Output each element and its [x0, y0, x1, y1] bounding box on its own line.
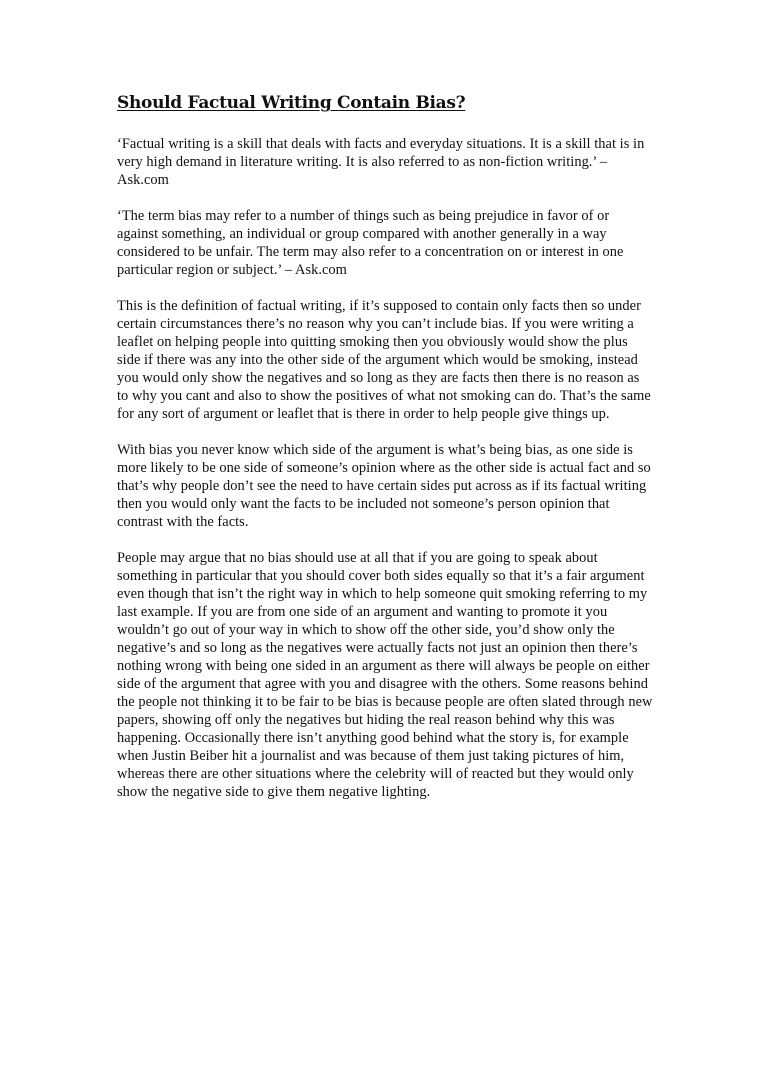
- document-body: [117, 91, 653, 819]
- paragraph-bias-sides: With bias you never know which side of the argument is what’s being bias, as one side is more likely to be one side of someone’s opinion where as the other side is actual fact and so that’s why people don’t see the need to have certain sides put across as if its factual writing then you would only want the facts to be included not someone’s person opinion that contrast with the facts.: [117, 442, 651, 530]
- paragraph-counter-argument: People may argue that no bias should use at all that if you are going to speak about something in particular that you should cover both sides equally so that it’s a fair argument even though that isn’t the right way in which to help someone quit smoking referring to my last example. If you are from one side of an argument and wanting to promote it you wouldn’t go out of your way in which to show off the other side, you’d show only the negative’s and so long as the negatives were actually facts not just an opinion then there’s nothing wrong with being one sided in an argument as there will always be people on either side of the argument that agree with you and disagree with the others. Some reasons behind the people not thinking it to be fair to be bias is because people are often slated through new papers, showing off only the negatives but hiding the real reason behind why this was happening. Occasionally there isn’t anything good behind what the story is, for example when Justin Beiber hit a journalist and was because of them just taking pictures of him, whereas there are other situations where the celebrity will of reacted but they would only show the negative side to give them negative lighting.: [117, 550, 653, 800]
- paragraph-definition-bias: ‘The term bias may refer to a number of things such as being prejudice in favor of or against something, an individual or group compared with another generally in a way considered to be unfair. The term may also refer to a concentration on or interest in one particular region or subject.’ – Ask.com: [117, 208, 624, 278]
- paragraph-definition-factual-writing: ‘Factual writing is a skill that deals with facts and everyday situations. It is a skill that is in very high demand in literature writing. It is also referred to as non-fiction writing.’ – Ask.com: [117, 136, 645, 188]
- document-title: Should Factual Writing Contain Bias?: [117, 93, 466, 113]
- paragraph-factual-writing-argument: This is the definition of factual writing, if it’s supposed to contain only facts then so under certain circumstances there’s no reason why you can’t include bias. If you were writing a leaflet on helping people into quitting smoking then you obviously would show the plus side if there was any into the other side of the argument which would be smoking, instead you would only show the negatives and so long as they are facts then there is no reason as to why you cant and also to show the positives of what not smoking can do. That’s the same for any sort of argument or leaflet that is there in order to help people give things up.: [117, 298, 651, 422]
